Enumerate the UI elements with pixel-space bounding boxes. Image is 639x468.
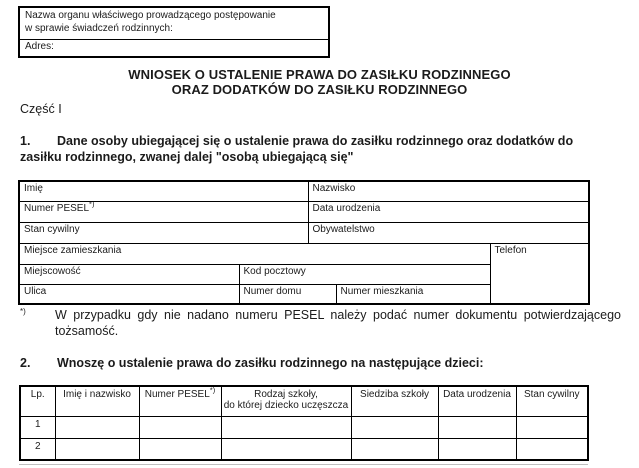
- field-last-name: Nazwisko: [308, 181, 589, 201]
- col-header-marital: Stan cywilny: [516, 386, 588, 416]
- col-header-school-seat: Siedziba szkoły: [351, 386, 438, 416]
- form-title-line1: WNIOSEK O USTALENIE PRAWA DO ZASIŁKU RODZINNEGO: [128, 67, 511, 82]
- col-header-birth-date: Data urodzenia: [438, 386, 516, 416]
- authority-box: [18, 6, 330, 58]
- section2-number: 2.: [20, 356, 31, 370]
- field-first-name: Imię: [19, 181, 308, 201]
- form-title: [0, 67, 639, 97]
- footnote-text: [55, 308, 621, 339]
- footnote-marker: *): [209, 386, 216, 395]
- authority-address-field: [20, 40, 328, 56]
- form-title-line2: ORAZ DODATKÓW DO ZASIŁKU RODZINNEGO: [171, 82, 468, 97]
- section1-heading-line2: zasiłku rodzinnego, zwanej dalej "osobą ubiegającą się": [20, 149, 354, 164]
- children-table: [19, 385, 589, 461]
- footnote-line2: tożsamość.: [55, 323, 119, 338]
- field-apartment-number: Numer mieszkania: [336, 284, 490, 304]
- clipped-next-row-line: [19, 464, 588, 465]
- field-postal-code: Kod pocztowy: [239, 264, 490, 284]
- empty-cell: [351, 416, 438, 438]
- child-row-1: [20, 416, 588, 438]
- field-birth-date: Data urodzenia: [308, 201, 589, 222]
- field-pesel: Numer PESEL*): [19, 201, 308, 222]
- applicant-data-table: [18, 180, 590, 305]
- empty-cell: [139, 416, 221, 438]
- footnote-symbol: *): [20, 307, 26, 316]
- field-residence: Miejsce zamieszkania: [19, 243, 490, 264]
- empty-cell: [516, 438, 588, 460]
- col-header-school-type: Rodzaj szkoły, do której dziecko uczęszcza: [221, 386, 351, 416]
- empty-cell: [516, 416, 588, 438]
- child-row-2: [20, 438, 588, 460]
- col-header-lp: Lp.: [20, 386, 55, 416]
- field-phone: Telefon: [490, 243, 589, 304]
- col-header-pesel: Numer PESEL*): [139, 386, 221, 416]
- empty-cell: [139, 438, 221, 460]
- section2-heading-text: Wnoszę o ustalenie prawa do zasiłku rodzinnego na następujące dzieci:: [57, 356, 484, 370]
- empty-cell: [351, 438, 438, 460]
- col-header-name: Imię i nazwisko: [55, 386, 139, 416]
- empty-cell: [221, 416, 351, 438]
- field-house-number: Numer domu: [239, 284, 336, 304]
- section1-number: 1.: [20, 134, 31, 148]
- address-label: Adres:: [25, 41, 54, 52]
- empty-cell: [221, 438, 351, 460]
- field-city: Miejscowość: [19, 264, 239, 284]
- section1-heading: [20, 134, 624, 165]
- empty-cell: [438, 416, 516, 438]
- field-street: Ulica: [19, 284, 239, 304]
- section1-heading-line1: Dane osoby ubiegającej się o ustalenie prawa do zasiłku rodzinnego oraz dodatków do: [57, 134, 574, 148]
- authority-name-field: [20, 8, 328, 40]
- row-number: 2: [20, 438, 55, 460]
- field-marital-status: Stan cywilny: [19, 222, 308, 243]
- field-citizenship: Obywatelstwo: [308, 222, 589, 243]
- authority-label-line2: w sprawie świadczeń rodzinnych:: [25, 22, 173, 34]
- footnote-line1: W przypadku gdy nie nadano numeru PESEL należy podać numer dokumentu potwierdzającego: [55, 308, 621, 322]
- footnote-marker: *): [89, 201, 95, 209]
- empty-cell: [55, 416, 139, 438]
- authority-label-line1: Nazwa organu właściwego prowadzącego postępowanie: [25, 10, 276, 21]
- row-number: 1: [20, 416, 55, 438]
- section2-heading: [20, 356, 624, 372]
- empty-cell: [438, 438, 516, 460]
- empty-cell: [55, 438, 139, 460]
- part-label: Część I: [20, 102, 62, 116]
